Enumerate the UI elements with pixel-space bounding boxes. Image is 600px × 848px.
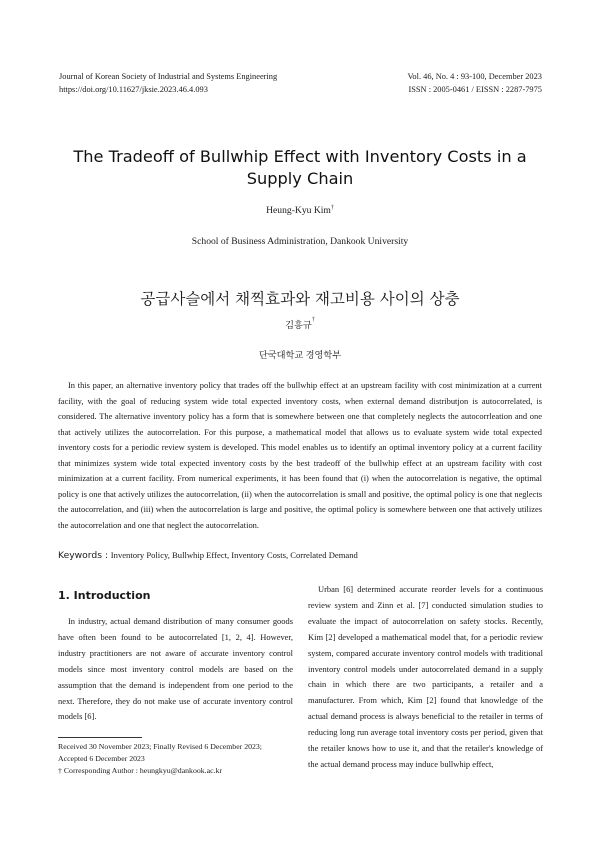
keywords (58, 550, 358, 561)
korean-title: 공급사슬에서 채찍효과와 재고비용 사이의 상충 (140, 290, 460, 308)
keywords-values: Inventory Policy, Bullwhip Effect, Inventory Costs, Correlated Demand (110, 550, 358, 560)
author-mark: † (330, 205, 334, 211)
author-name: Heung-Kyu Kim (266, 205, 331, 216)
received-date: Received 30 November 2023; Finally Revised 6 December 2023; (58, 742, 262, 751)
author (0, 205, 600, 216)
korean-affiliation: 단국대학교 경영학부 (258, 350, 342, 360)
paper-title (50, 146, 550, 190)
corresponding-mark: † (58, 765, 62, 775)
accepted-date: Accepted 6 December 2023 (58, 753, 145, 763)
intro-left-column: In industry, actual demand distribution of many consumer goods have often been found to be autocorrelated [1, 2, 4]. However, industry practitioners are not aware of accurate inventory control models since most inventory control models are based on the assumption that the demand is independent from one period to the next. Therefore, they do not make use of accurate inventory control models [6]. (58, 616, 293, 722)
intro-right-column: Urban [6] determined accurate reorder levels for a continuous review system and Zinn et al. [7] conducted simulation studies to evaluate the impact of autocorrelation on safety stocks. Recently, Kim [2] developed a mathematical model that, for a periodic review system, compared accurate inventory control models with traditional inventory control models under autocorrelated demand in a supply chain in which there are two participants, a retailer and a manufacturer. From which, Kim [2] found that knowledge of the actual demand process is always beneficial to the retailer in terms of reducing long run average total inventory costs per period, given that the retailer knows how to use it, and that the retailer's knowledge of the actual demand process may induce bullwhip effect, (308, 584, 543, 769)
journal-header-left (59, 70, 277, 96)
footnotes (58, 741, 262, 776)
journal-name: Journal of Korean Society of Industrial and Systems Engineering (59, 72, 278, 81)
abstract: In this paper, an alternative inventory policy that trades off the bullwhip effect at an upstream facility with cost minimization at a current facility, with the goal of reducing system wide total expected inventory costs, when external demand distributjon is autocorrelated, is considered. The alternative inventory policy has a form that is somewhere between one that completely neglects the autocorrleation and one that actively utilizes the autocorrelation. For this purpose, a mathematical model that allows us to evaluate system wide total expected inventory costs for a periodic review system is developed. This model enables us to identify an optimal inventory policy at a current facility that minimizes system wide total expected inventory costs by the best tradeoff of the bullwhip effect at an upstream facility with cost minimization at a current facility. From numerical experiments, it has been found that (i) when the autocorrelation is negative, the optimal policy is one that actively utilizes the autocorrelation, (ii) when the autocorrelation is small and positive, the optimal policy is one that neglects the autocorrelation, and (iii) when the autocorrelation is large and positive, the optimal policy is somewhere between one that actively utilizes the autocorrelation and one that neglect the autocorrelation. (58, 380, 542, 530)
korean-author-mark: † (311, 317, 315, 323)
korean-author (0, 317, 600, 331)
affiliation: School of Business Administration, Dankook University (191, 236, 409, 247)
volume-info: Vol. 46, No. 4 : 93-100, December 2023 (407, 72, 542, 81)
korean-author-name: 김흥규 (285, 320, 312, 330)
title-line-1: The Tradeoff of Bullwhip Effect with Inventory Costs in a (73, 147, 527, 166)
corresponding-author (58, 765, 262, 777)
footnote-divider (58, 737, 142, 738)
section-heading: 1. Introduction (58, 589, 151, 602)
doi-link[interactable]: https://doi.org/10.11627/jksie.2023.46.4.093 (59, 85, 208, 94)
keywords-label: Keywords : (58, 550, 109, 561)
journal-header-right (407, 70, 542, 96)
title-line-2: Supply Chain (246, 169, 354, 188)
corresponding-text: Corresponding Author : heungkyu@dankook.ac.kr (63, 765, 222, 775)
issn-info: ISSN : 2005-0461 / EISSN : 2287-7975 (408, 85, 542, 94)
